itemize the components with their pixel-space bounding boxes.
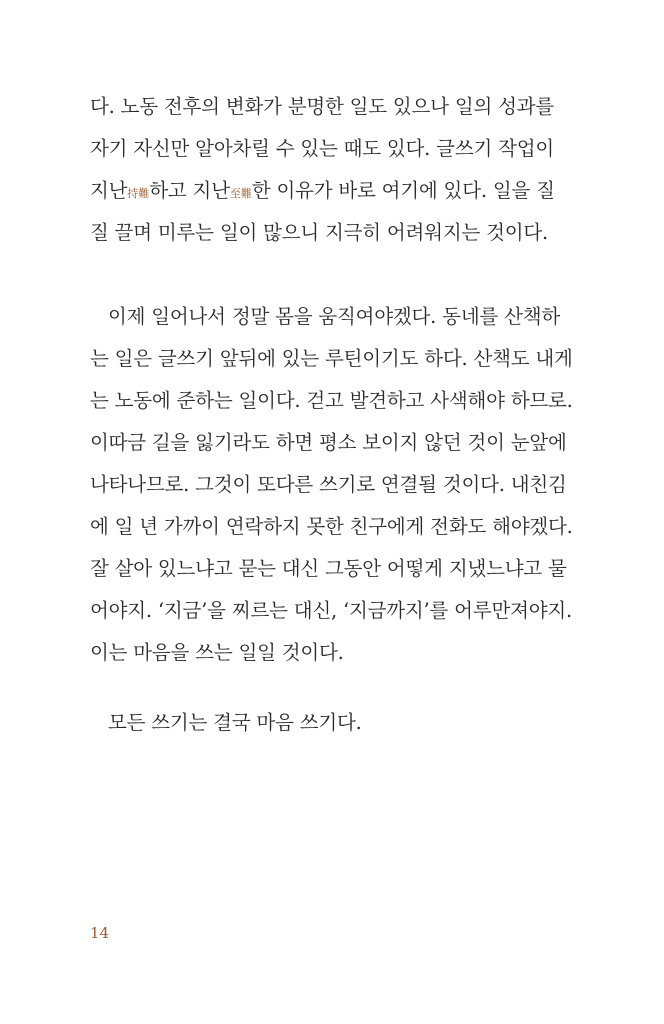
hanja-annotation: 持難 (127, 187, 150, 200)
text-fragment: 지난 (90, 179, 128, 202)
text-line: 잘 살아 있느냐고 묻는 대신 그동안 어떻게 지냈느냐고 물 (90, 557, 567, 580)
text-line: 어야지. ‘지금’을 찌르는 대신, ‘지금까지’를 어루만져야지. (90, 599, 572, 622)
text-line: 는 일은 글쓰기 앞뒤에 있는 루틴이기도 하다. 산책도 내게 (90, 347, 573, 370)
text-line: 모든 쓰기는 결국 마음 쓰기다. (108, 711, 362, 734)
paragraph-3 (90, 702, 590, 744)
text-line: 이제 일어나서 정말 몸을 움직여야겠다. 동네를 산책하 (108, 305, 561, 328)
text-fragment: 하고 지난 (149, 179, 230, 202)
text-line: 이는 마음을 쓰는 일일 것이다. (90, 641, 344, 664)
text-line: 질 끌며 미루는 일이 많으니 지극히 어려워지는 것이다. (90, 221, 549, 244)
text-line: 자기 자신만 알아차릴 수 있는 때도 있다. 글쓰기 작업이 (90, 137, 555, 160)
text-line: 나타나므로. 그것이 또다른 쓰기로 연결될 것이다. 내친김 (90, 473, 567, 496)
text-line: 이따금 길을 잃기라도 하면 평소 보이지 않던 것이 눈앞에 (90, 431, 567, 454)
text-line: 는 노동에 준하는 일이다. 걷고 발견하고 사색해야 하므로. (90, 389, 573, 412)
paragraph-2 (90, 296, 590, 674)
page-number: 14 (90, 924, 110, 942)
text-line: 다. 노동 전후의 변화가 분명한 일도 있으나 일의 성과를 (90, 95, 555, 118)
text-line (90, 170, 590, 212)
hanja-annotation: 至難 (229, 187, 252, 200)
text-line: 에 일 년 가까이 연락하지 못한 친구에게 전화도 해야겠다. (90, 515, 573, 538)
paragraph-1 (90, 86, 590, 254)
text-fragment: 한 이유가 바로 여기에 있다. 일을 질 (251, 179, 555, 202)
